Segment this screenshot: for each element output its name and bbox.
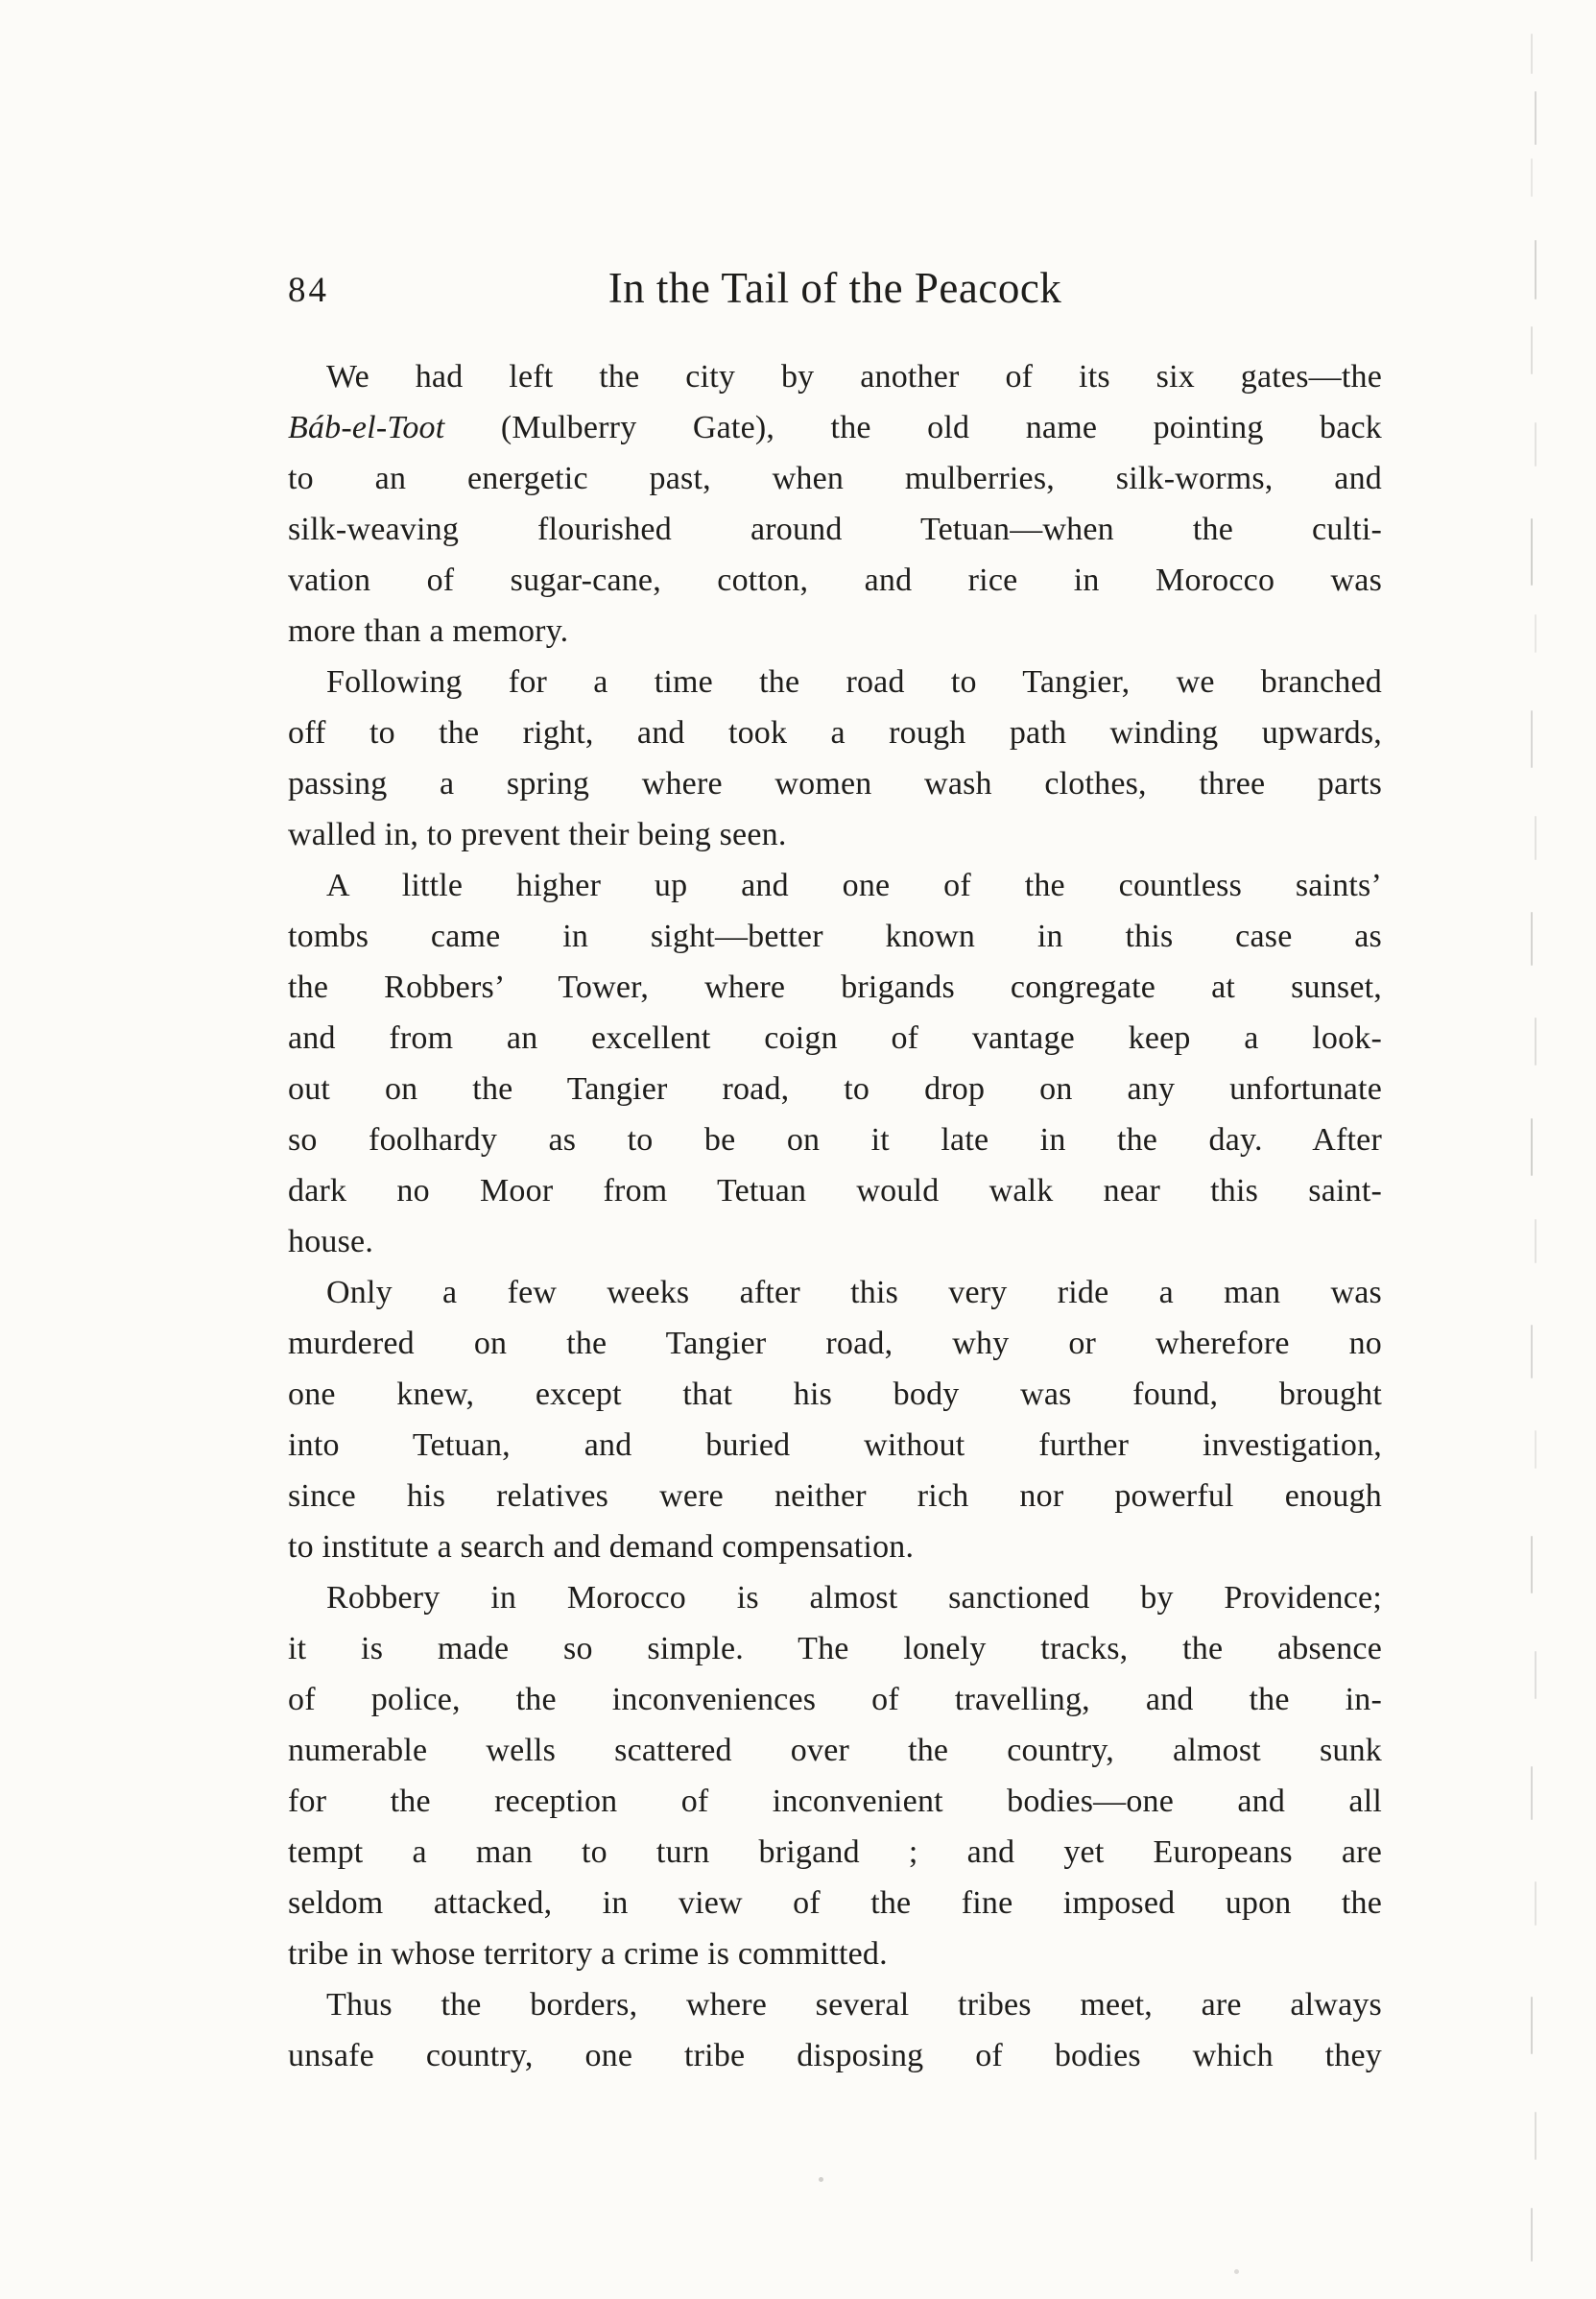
text-line: unsafe country, one tribe disposing of bodies which they xyxy=(288,2038,1382,2073)
text-line: silk-weaving flourished around Tetuan—when the culti- xyxy=(288,512,1382,547)
scan-mark xyxy=(1535,1018,1536,1066)
scan-mark xyxy=(1535,91,1536,145)
text-line: A little higher up and one of the countless saints’ xyxy=(326,868,1382,903)
text-line: it is made so simple. The lonely tracks, the absence xyxy=(288,1631,1382,1666)
page-number: 84 xyxy=(288,271,329,310)
scan-speck xyxy=(1234,2269,1239,2274)
text-line: tribe in whose territory a crime is committed. xyxy=(288,1936,888,1972)
scan-mark xyxy=(1535,816,1536,860)
paragraph xyxy=(288,860,1382,1267)
text-line: more than a memory. xyxy=(288,613,569,649)
scan-mark xyxy=(1531,518,1533,586)
running-title: In the Tail of the Peacock xyxy=(607,264,1062,312)
text-line: out on the Tangier road, to drop on any unfortunate xyxy=(288,1071,1382,1107)
text-line: to institute a search and demand compensation. xyxy=(288,1529,915,1565)
scan-mark xyxy=(1535,240,1536,299)
scan-mark xyxy=(1535,1219,1536,1263)
paragraph xyxy=(288,657,1382,860)
text-line: one knew, except that his body was found, brought xyxy=(288,1377,1382,1412)
paragraph xyxy=(288,351,1382,657)
scan-mark xyxy=(1535,1881,1536,1926)
scan-mark xyxy=(1531,710,1533,768)
text-line: of police, the inconveniences of travelling, and the in- xyxy=(288,1682,1382,1717)
scan-mark xyxy=(1531,912,1533,966)
scan-speck xyxy=(819,2177,823,2182)
text-line: numerable wells scattered over the country, almost sunk xyxy=(288,1733,1382,1768)
scan-mark xyxy=(1535,1430,1536,1469)
scan-mark xyxy=(1531,2208,1533,2262)
page-header xyxy=(288,257,1382,313)
text-line: for the reception of inconvenient bodies—one and all xyxy=(288,1784,1382,1819)
text-line: since his relatives were neither rich nor powerful enough xyxy=(288,1478,1382,1514)
scan-mark xyxy=(1531,34,1533,74)
text-line: walled in, to prevent their being seen. xyxy=(288,817,787,852)
scan-mark xyxy=(1531,1118,1533,1176)
page-text xyxy=(288,351,1382,2081)
text-line: Robbery in Morocco is almost sanctioned by Providence; xyxy=(326,1580,1382,1616)
scan-mark xyxy=(1531,1536,1533,1593)
text-line: tempt a man to turn brigand ; and yet Europeans are xyxy=(288,1834,1382,1870)
scan-mark xyxy=(1535,614,1536,653)
text-line: vation of sugar-cane, cotton, and rice in Morocco was xyxy=(288,563,1382,598)
text-line: tombs came in sight—better known in this case as xyxy=(288,919,1382,954)
scan-mark xyxy=(1531,1766,1533,1820)
text-line: dark no Moor from Tetuan would walk near this saint- xyxy=(288,1173,1382,1209)
paragraph xyxy=(288,1267,1382,1572)
text-line: Only a few weeks after this very ride a man was xyxy=(326,1275,1382,1310)
book-page xyxy=(288,257,1382,2081)
text-line: passing a spring where women wash clothes, three parts xyxy=(288,766,1382,802)
scan-mark xyxy=(1531,1997,1533,2054)
text-line: the Robbers’ Tower, where brigands congregate at sunset, xyxy=(288,970,1382,1005)
text-line: Thus the borders, where several tribes meet, are always xyxy=(326,1987,1382,2023)
text-line: Báb-el-Toot (Mulberry Gate), the old name pointing back xyxy=(288,410,1382,445)
text-line: so foolhardy as to be on it late in the day. After xyxy=(288,1122,1382,1158)
paragraph xyxy=(288,1979,1382,2081)
text-line: We had left the city by another of its six gates—the xyxy=(326,359,1382,395)
text-line: to an energetic past, when mulberries, silk-worms, and xyxy=(288,461,1382,496)
paragraph xyxy=(288,1572,1382,1979)
scan-mark xyxy=(1535,422,1536,467)
scan-mark xyxy=(1535,1651,1536,1699)
text-line: seldom attacked, in view of the fine imposed upon the xyxy=(288,1885,1382,1921)
text-line: murdered on the Tangier road, why or wherefore no xyxy=(288,1326,1382,1361)
text-line: house. xyxy=(288,1224,374,1259)
text-line: and from an excellent coign of vantage keep a look- xyxy=(288,1020,1382,1056)
scan-mark xyxy=(1531,1325,1533,1378)
scan-mark xyxy=(1535,2112,1536,2160)
text-line: off to the right, and took a rough path winding upwards, xyxy=(288,715,1382,751)
text-line: into Tetuan, and buried without further investigation, xyxy=(288,1427,1382,1463)
scan-mark xyxy=(1531,326,1533,374)
scan-mark xyxy=(1531,158,1533,197)
text-line: Following for a time the road to Tangier, we branched xyxy=(326,664,1382,700)
